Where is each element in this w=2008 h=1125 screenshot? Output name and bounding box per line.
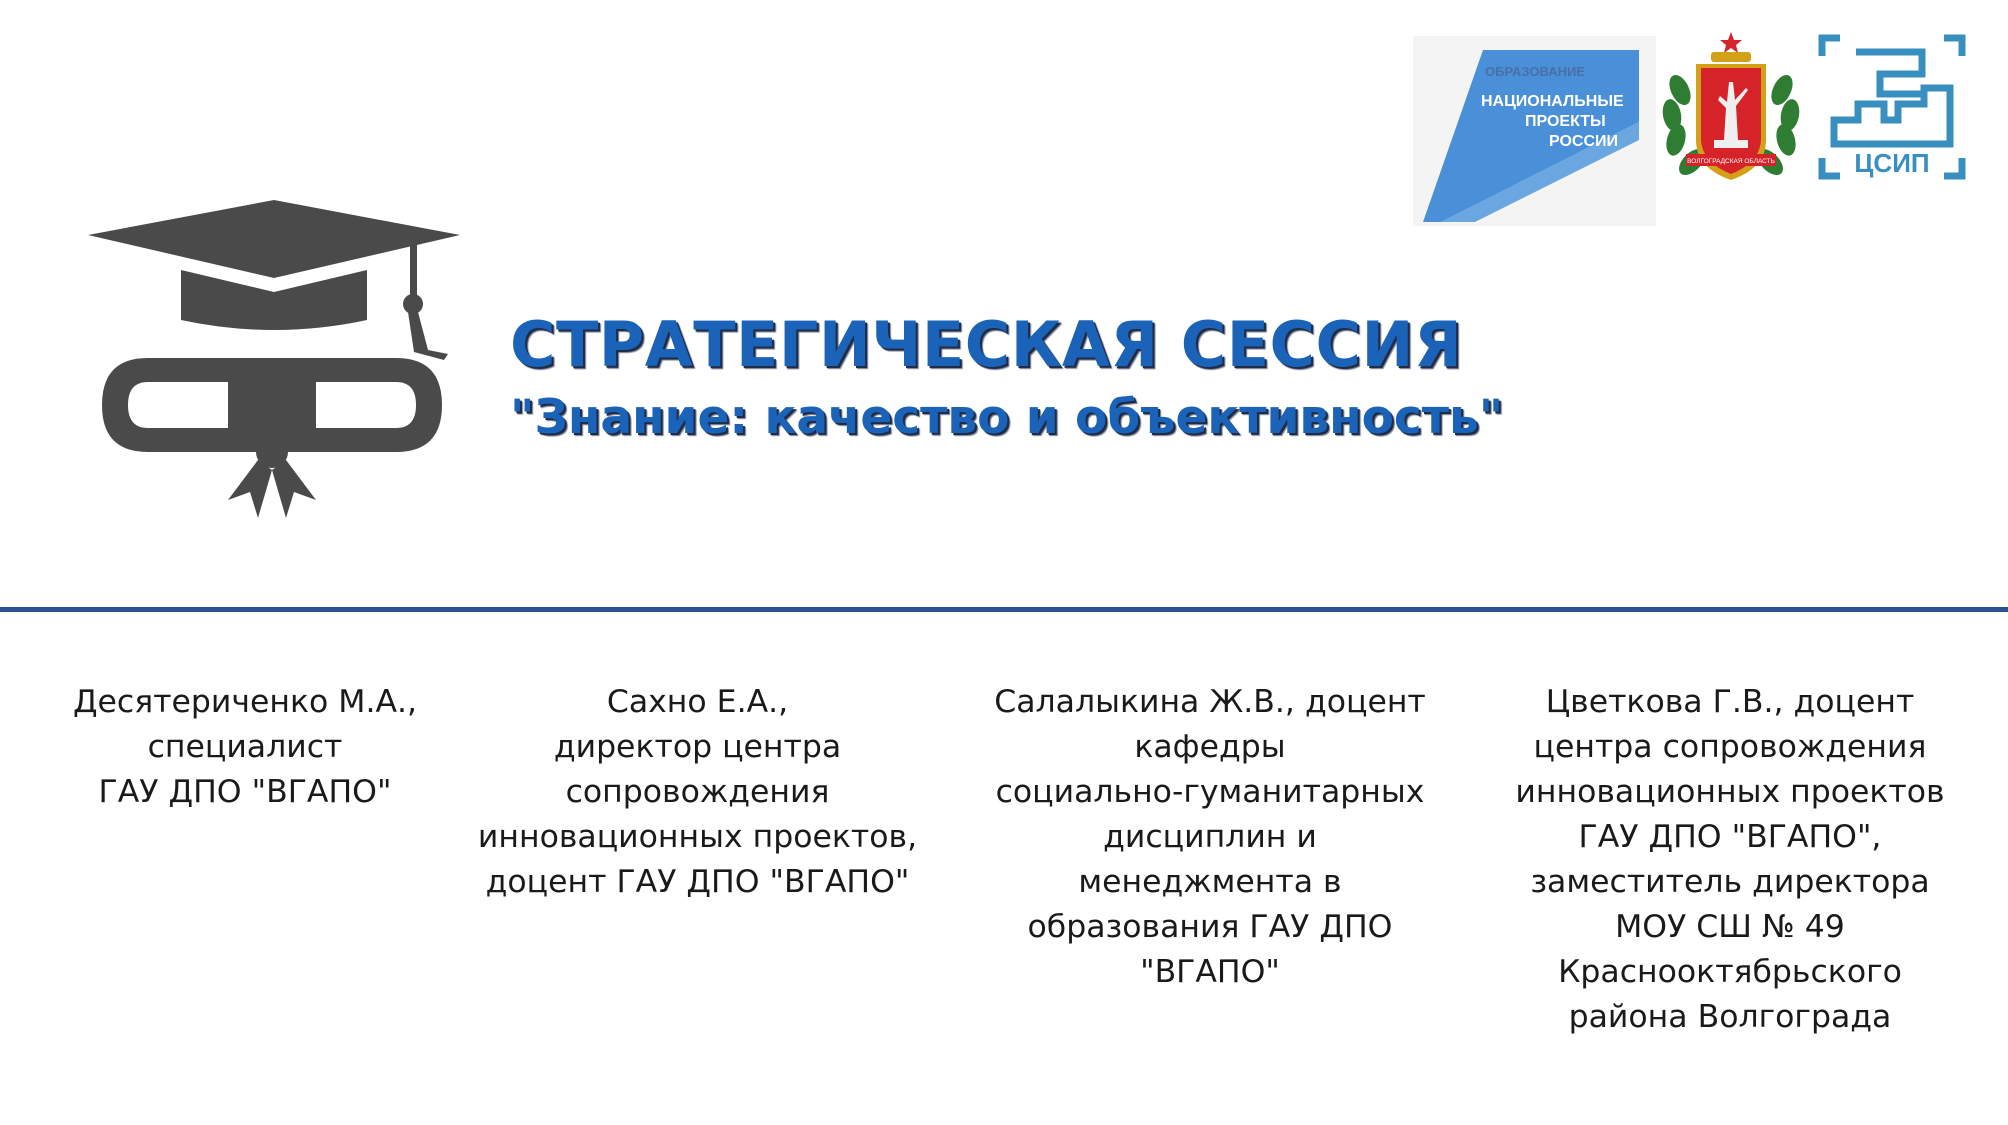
page-title: СТРАТЕГИЧЕСКАЯ СЕССИЯ — [510, 308, 1463, 381]
divider-line — [0, 607, 2008, 612]
np-logo-line1: НАЦИОНАЛЬНЫЕ — [1481, 93, 1624, 110]
page-subtitle: "Знание: качество и объективность" — [510, 390, 1504, 445]
coat-ribbon-text: ВОЛГОГРАДСКАЯ ОБЛАСТЬ — [1687, 158, 1775, 165]
coat-of-arms-logo — [1656, 30, 1806, 190]
np-logo-top-text: ОБРАЗОВАНИЕ — [1485, 64, 1585, 79]
author-block-4: Цветкова Г.В., доцент центра сопровождения инновационных проектов ГАУ ДПО "ВГАПО", заместитель директора МОУ СШ № 49 Краснооктябрьского района Волгограда — [1515, 684, 1945, 1035]
author-block-2: Сахно Е.А., директор центра сопровождения инновационных проектов, доцент ГАУ ДПО "ВГАПО" — [477, 684, 918, 900]
author-block-1: Десятериченко М.А., специалист ГАУ ДПО "ВГАПО" — [72, 684, 418, 810]
np-logo-line2: ПРОЕКТЫ — [1525, 113, 1606, 130]
np-logo-line3: РОССИИ — [1549, 133, 1619, 150]
national-projects-logo — [1413, 36, 1656, 226]
csip-logo-label: ЦСИП — [1854, 148, 1930, 178]
csip-logo — [1818, 34, 1966, 180]
author-block-3: Салалыкина Ж.В., доцент кафедры социально-гуманитарных дисциплин и менеджмента в образования ГАУ ДПО "ВГАПО" — [994, 684, 1426, 990]
graduation-cap-diploma-icon — [88, 200, 466, 522]
